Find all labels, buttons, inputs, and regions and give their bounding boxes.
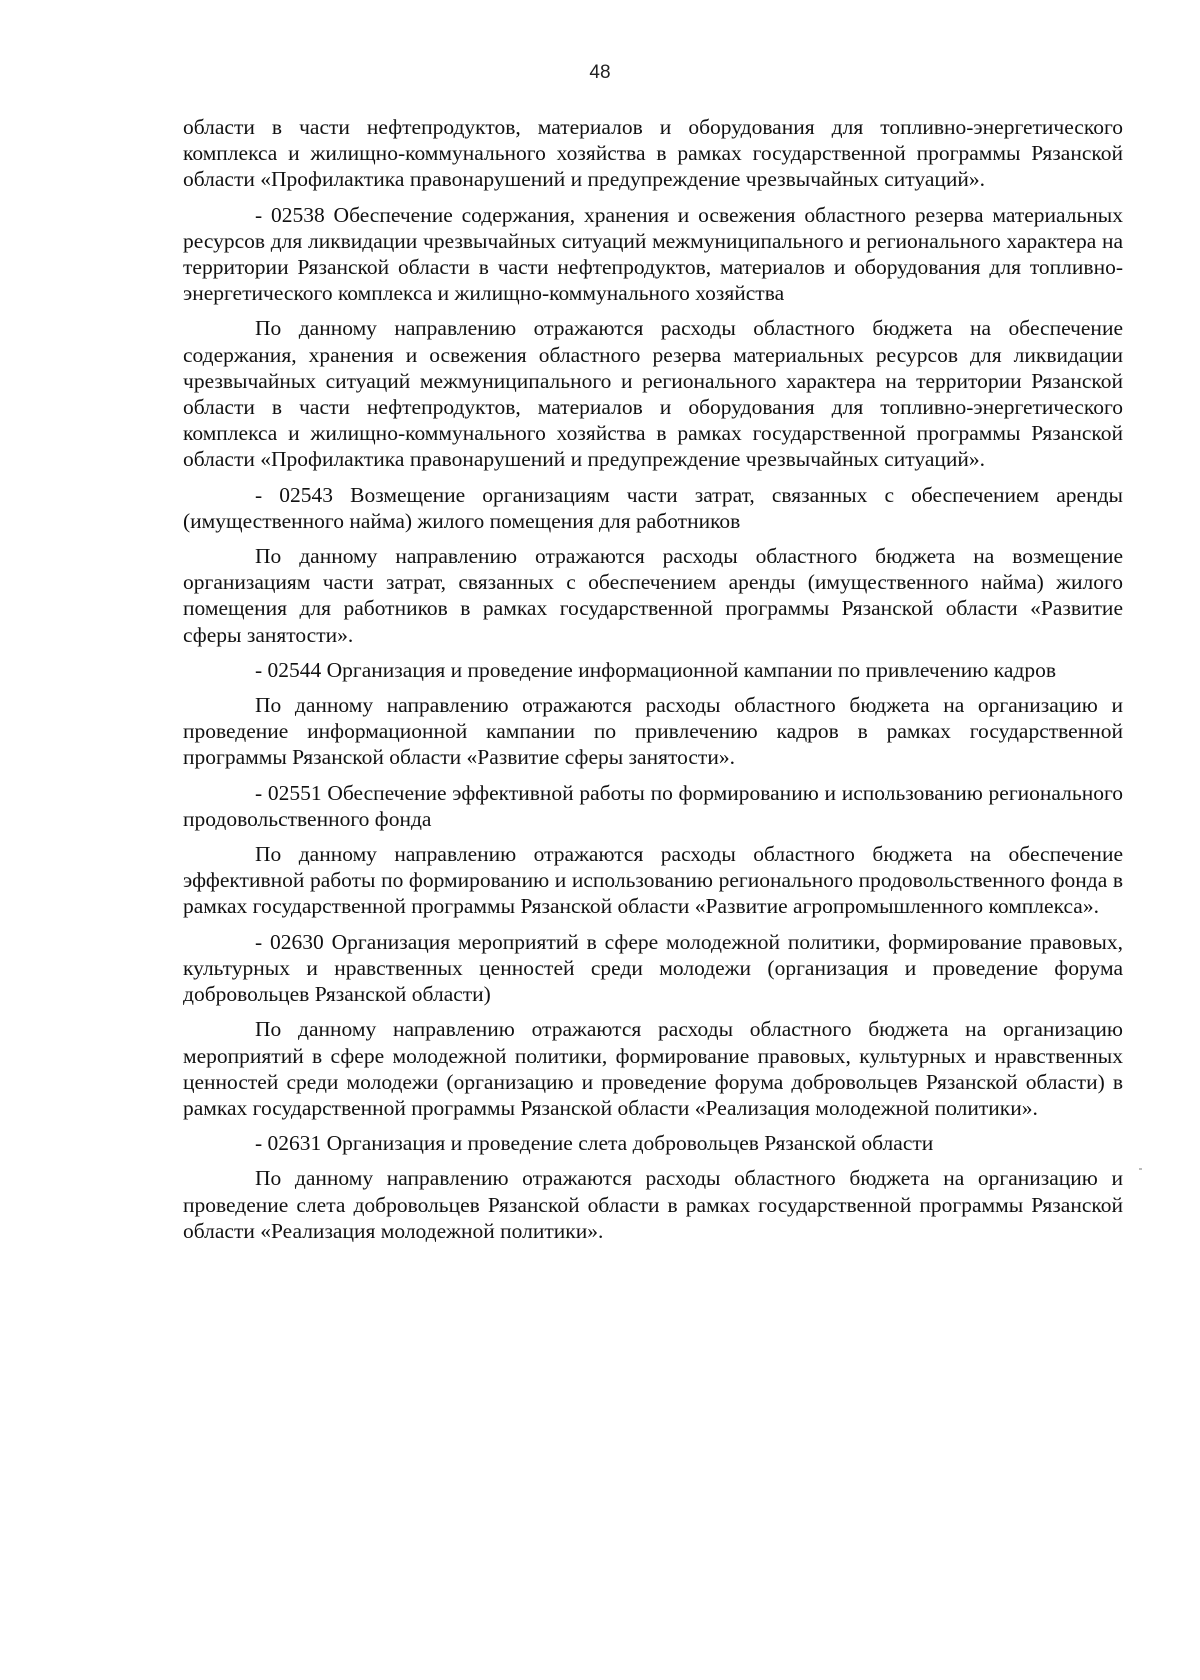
- budget-code-02544-description: По данному направлению отражаются расходы областного бюджета на организацию и проведение информационной кампании по привлечению кадров в рамках государственной программы Рязанской области «Развитие сферы занятости».: [183, 693, 1123, 770]
- budget-code-02538-description: По данному направлению отражаются расходы областного бюджета на обеспечение содержания, хранения и освежения областного резерва материальных ресурсов для ликвидации чрезвычайных ситуаций межмуниципального и регионального характера на территории Рязанской области в части нефтепродуктов, материалов и оборудования для топливно-энергетического комплекса и жилищно-коммунального хозяйства в рамках государственной программы Рязанской области «Профилактика правонарушений и предупреждение чрезвычайных ситуаций».: [183, 316, 1123, 472]
- budget-code-02551-description: По данному направлению отражаются расходы областного бюджета на обеспечение эффективной работы по формированию и использованию регионального продовольственного фонда в рамках государственной программы Рязанской области «Развитие агропромышленного комплекса».: [183, 842, 1123, 919]
- budget-code-02630-description: По данному направлению отражаются расходы областного бюджета на организацию мероприятий в сфере молодежной политики, формирование правовых, культурных и нравственных ценностей среди молодежи (организацию и проведение форума добровольцев Рязанской области) в рамках государственной программы Рязанской области «Реализация молодежной политики».: [183, 1017, 1123, 1120]
- scan-speck: [1139, 1168, 1142, 1170]
- budget-code-02543-heading: - 02543 Возмещение организациям части затрат, связанных с обеспечением аренды (имущественного найма) жилого помещения для работников: [183, 482, 1123, 533]
- budget-code-02543-description: По данному направлению отражаются расходы областного бюджета на возмещение организациям части затрат, связанных с обеспечением аренды (имущественного найма) жилого помещения для работников в рамках государственной программы Рязанской области «Развитие сферы занятости».: [183, 544, 1123, 647]
- budget-code-02551-heading: - 02551 Обеспечение эффективной работы по формированию и использованию регионального продовольственного фонда: [183, 780, 1123, 831]
- budget-code-02631-description: По данному направлению отражаются расходы областного бюджета на организацию и проведение слета добровольцев Рязанской области в рамках государственной программы Рязанской области «Реализация молодежной политики».: [183, 1166, 1123, 1243]
- budget-code-02544-heading: - 02544 Организация и проведение информационной кампании по привлечению кадров: [255, 657, 1056, 682]
- paragraph-continuation: области в части нефтепродуктов, материалов и оборудования для топливно-энергетического комплекса и жилищно-коммунального хозяйства в рамках государственной программы Рязанской области «Профилактика правонарушений и предупреждение чрезвычайных ситуаций».: [183, 115, 1123, 192]
- budget-code-02630-heading: - 02630 Организация мероприятий в сфере молодежной политики, формирование правовых, культурных и нравственных ценностей среди молодежи (организация и проведение форума добровольцев Рязанской области): [183, 929, 1123, 1007]
- budget-code-02538-heading: - 02538 Обеспечение содержания, хранения и освежения областного резерва материальных ресурсов для ликвидации чрезвычайных ситуаций межмуниципального и регионального характера на территории Рязанской области в части нефтепродуктов, материалов и оборудования для топливно-энергетического комплекса и жилищно-коммунального хозяйства: [183, 202, 1123, 306]
- page-number: 48: [589, 62, 611, 83]
- document-body: [183, 114, 1123, 1253]
- budget-code-02631-heading: - 02631 Организация и проведение слета добровольцев Рязанской области: [255, 1131, 934, 1156]
